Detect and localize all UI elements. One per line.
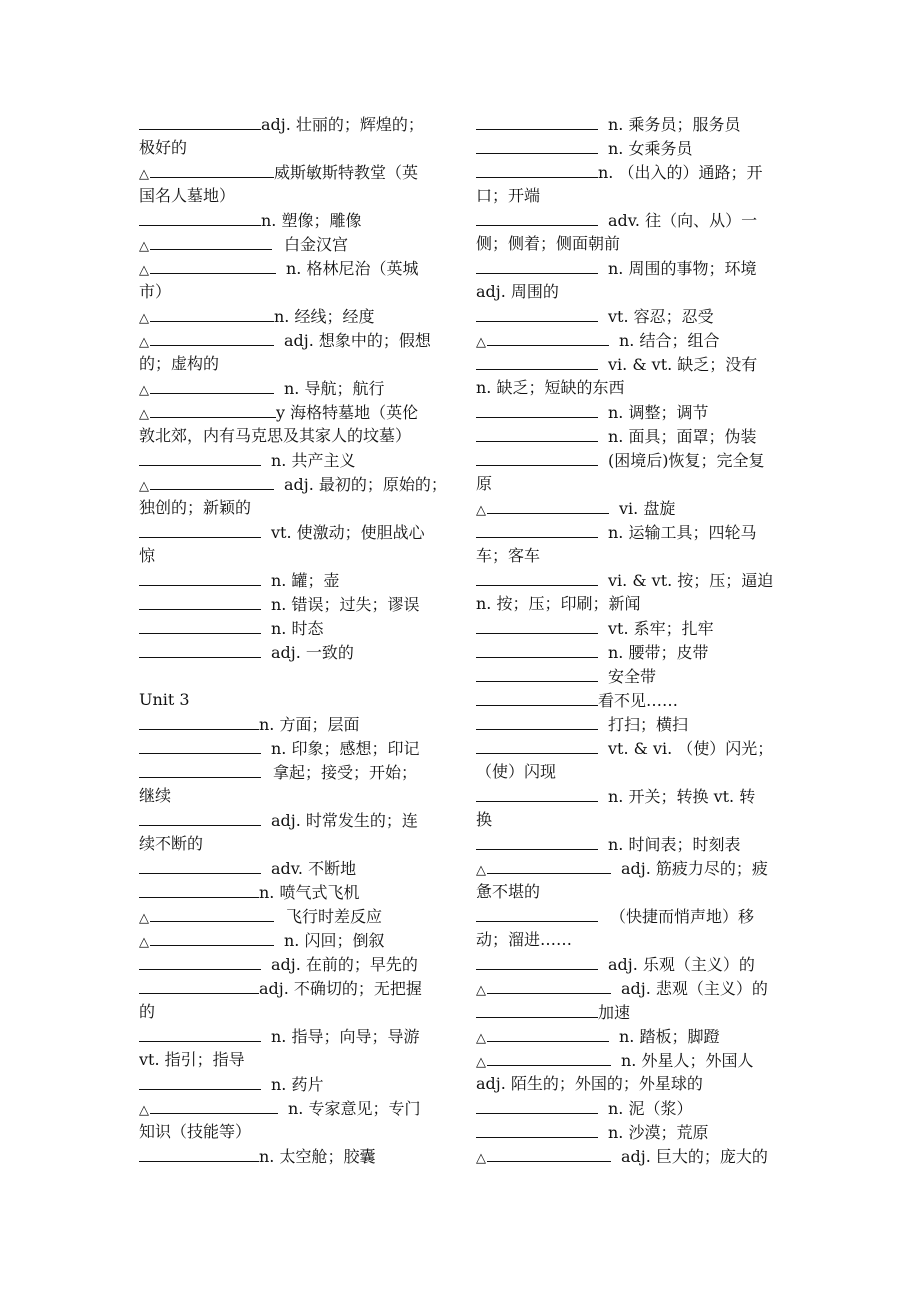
definition-text: 换 bbox=[476, 810, 493, 829]
answer-blank[interactable] bbox=[487, 328, 609, 346]
vocab-line bbox=[476, 592, 792, 616]
definition-text: n. 外星人；外国人 bbox=[621, 1051, 754, 1070]
vocab-line bbox=[476, 1096, 792, 1120]
right-column bbox=[476, 112, 792, 1168]
answer-blank[interactable] bbox=[139, 976, 259, 994]
definition-text: 续不断的 bbox=[139, 834, 204, 853]
definition-text: n. （出入的）通路；开 bbox=[598, 163, 763, 182]
vocab-line bbox=[476, 472, 792, 496]
answer-blank[interactable] bbox=[476, 664, 598, 682]
answer-blank[interactable] bbox=[476, 448, 598, 466]
answer-blank[interactable] bbox=[487, 976, 611, 994]
vocab-line bbox=[139, 112, 455, 136]
definition-text: 动；溜进…… bbox=[476, 930, 573, 949]
answer-blank[interactable] bbox=[150, 472, 274, 490]
answer-blank[interactable] bbox=[139, 1024, 261, 1042]
vocab-line bbox=[139, 256, 455, 280]
answer-blank[interactable] bbox=[150, 400, 276, 418]
vocab-line bbox=[476, 280, 792, 304]
definition-text: adv. 往（向、从）一 bbox=[608, 211, 758, 230]
vocab-line bbox=[139, 664, 455, 688]
answer-blank[interactable] bbox=[476, 712, 598, 730]
answer-blank[interactable] bbox=[139, 952, 261, 970]
definition-text: 国名人墓地） bbox=[139, 186, 236, 205]
vocab-line bbox=[139, 184, 455, 208]
triangle-mark-icon: △ bbox=[139, 311, 149, 326]
definition-text: n. 导航；航行 bbox=[284, 379, 385, 398]
triangle-mark-icon: △ bbox=[139, 1103, 149, 1118]
answer-blank[interactable] bbox=[150, 160, 274, 178]
answer-blank[interactable] bbox=[476, 832, 598, 850]
vocab-line bbox=[476, 424, 792, 448]
answer-blank[interactable] bbox=[139, 112, 261, 130]
vocab-line bbox=[476, 328, 792, 352]
vocab-line bbox=[476, 832, 792, 856]
vocab-line bbox=[139, 328, 455, 352]
vocab-line bbox=[139, 352, 455, 376]
definition-text: 加速 bbox=[598, 1003, 631, 1022]
vocab-line bbox=[139, 304, 455, 328]
definition-text: n. 乘务员；服务员 bbox=[608, 115, 741, 134]
vocab-line bbox=[476, 376, 792, 400]
answer-blank[interactable] bbox=[476, 568, 598, 586]
vocab-line bbox=[476, 544, 792, 568]
definition-text: n. 踏板；脚蹬 bbox=[619, 1027, 720, 1046]
definition-text: adj. 乐观（主义）的 bbox=[608, 955, 755, 974]
answer-blank[interactable] bbox=[476, 424, 598, 442]
vocab-line bbox=[476, 112, 792, 136]
definition-text: n. 沙漠；荒原 bbox=[608, 1123, 709, 1142]
definition-text: Unit 3 bbox=[139, 690, 190, 709]
vocab-line bbox=[139, 736, 455, 760]
answer-blank[interactable] bbox=[139, 448, 261, 466]
triangle-mark-icon: △ bbox=[139, 935, 149, 950]
definition-text: 市） bbox=[139, 282, 172, 301]
triangle-mark-icon: △ bbox=[139, 263, 149, 278]
answer-blank[interactable] bbox=[139, 856, 261, 874]
definition-text: 打扫；横扫 bbox=[608, 715, 689, 734]
answer-blank[interactable] bbox=[476, 616, 598, 634]
definition-text: n. 方面；层面 bbox=[259, 715, 360, 734]
definition-text: adj. 筋疲力尽的；疲 bbox=[621, 859, 768, 878]
vocab-line bbox=[139, 232, 455, 256]
definition-text: n. 太空舱；胶囊 bbox=[259, 1147, 376, 1166]
vocab-line bbox=[139, 1048, 455, 1072]
answer-blank[interactable] bbox=[487, 1024, 609, 1042]
vocab-line bbox=[476, 856, 792, 880]
vocab-line bbox=[476, 232, 792, 256]
definition-text: adv. 不断地 bbox=[271, 859, 357, 878]
definition-text: 口；开端 bbox=[476, 186, 541, 205]
answer-blank[interactable] bbox=[139, 808, 261, 826]
definition-text: 飞行时差反应 bbox=[286, 907, 383, 926]
answer-blank[interactable] bbox=[139, 736, 261, 754]
definition-text: n. 指导；向导；导游 bbox=[271, 1027, 420, 1046]
definition-text: 知识（技能等） bbox=[139, 1122, 252, 1141]
vocab-line bbox=[476, 976, 792, 1000]
vocab-line bbox=[139, 160, 455, 184]
definition-text: 拿起；接受；开始； bbox=[273, 763, 418, 782]
definition-text: n. 共产主义 bbox=[271, 451, 356, 470]
vocab-line bbox=[476, 1144, 792, 1168]
vocab-line bbox=[476, 256, 792, 280]
answer-blank[interactable] bbox=[139, 880, 259, 898]
definition-text: 敦北郊，内有马克思及其家人的坟墓） bbox=[139, 426, 412, 445]
vocab-line bbox=[139, 832, 455, 856]
definition-text: n. 时间表；时刻表 bbox=[608, 835, 741, 854]
answer-blank[interactable] bbox=[150, 904, 274, 922]
definition-text: adj. 陌生的；外国的；外星球的 bbox=[476, 1074, 703, 1093]
vocab-line bbox=[476, 136, 792, 160]
vocab-line bbox=[476, 952, 792, 976]
definition-text: n. 罐；壶 bbox=[271, 571, 340, 590]
vocab-line bbox=[139, 208, 455, 232]
triangle-mark-icon: △ bbox=[139, 335, 149, 350]
answer-blank[interactable] bbox=[150, 304, 274, 322]
answer-blank[interactable] bbox=[487, 496, 609, 514]
definition-text: n. 专家意见；专门 bbox=[288, 1099, 421, 1118]
definition-text: n. 喷气式飞机 bbox=[259, 883, 360, 902]
definition-text: 的；虚构的 bbox=[139, 354, 220, 373]
definition-text: n. 结合；组合 bbox=[619, 331, 720, 350]
answer-blank[interactable] bbox=[139, 616, 261, 634]
answer-blank[interactable] bbox=[139, 760, 261, 778]
vocab-line bbox=[139, 712, 455, 736]
vocab-line bbox=[476, 1000, 792, 1024]
definition-text: 的 bbox=[139, 1002, 156, 1021]
vocab-line bbox=[476, 640, 792, 664]
definition-text: n. 经线；经度 bbox=[274, 307, 375, 326]
definition-text: vt. 使激动；使胆战心 bbox=[271, 523, 425, 542]
vocab-line bbox=[139, 1144, 455, 1168]
answer-blank[interactable] bbox=[487, 856, 611, 874]
answer-blank[interactable] bbox=[150, 232, 272, 250]
definition-text: n. 腰带；皮带 bbox=[608, 643, 709, 662]
triangle-mark-icon: △ bbox=[476, 335, 486, 350]
answer-blank[interactable] bbox=[476, 904, 598, 922]
vocab-line bbox=[476, 520, 792, 544]
definition-text: n. 按；压；印刷；新闻 bbox=[476, 594, 641, 613]
answer-blank[interactable] bbox=[476, 160, 598, 178]
definition-text: n. 开关；转换 vt. 转 bbox=[608, 787, 756, 806]
definition-text: adj. 最初的；原始的； bbox=[284, 475, 447, 494]
answer-blank[interactable] bbox=[476, 112, 598, 130]
definition-text: n. 塑像；雕像 bbox=[261, 211, 362, 230]
definition-text: adj. 在前的；早先的 bbox=[271, 955, 418, 974]
vocab-line bbox=[139, 904, 455, 928]
answer-blank[interactable] bbox=[139, 1072, 261, 1090]
vocab-line bbox=[139, 616, 455, 640]
answer-blank[interactable] bbox=[476, 1000, 598, 1018]
vocab-line bbox=[139, 880, 455, 904]
vocab-line bbox=[476, 712, 792, 736]
vocab-line bbox=[139, 472, 455, 496]
answer-blank[interactable] bbox=[139, 1144, 259, 1162]
definition-text: n. 药片 bbox=[271, 1075, 324, 1094]
triangle-mark-icon: △ bbox=[139, 383, 149, 398]
vocab-line bbox=[476, 400, 792, 424]
vocab-line bbox=[139, 808, 455, 832]
definition-text: 惊 bbox=[139, 546, 156, 565]
vocab-line bbox=[139, 952, 455, 976]
definition-text: n. 缺乏；短缺的东西 bbox=[476, 378, 625, 397]
vocab-line bbox=[476, 352, 792, 376]
vocab-line bbox=[476, 1048, 792, 1072]
answer-blank[interactable] bbox=[476, 1096, 598, 1114]
definition-text: n. 面具；面罩；伪装 bbox=[608, 427, 757, 446]
vocab-line bbox=[476, 1072, 792, 1096]
answer-blank[interactable] bbox=[476, 352, 598, 370]
vocab-line bbox=[476, 664, 792, 688]
definition-text: adj. 悲观（主义）的 bbox=[621, 979, 768, 998]
answer-blank[interactable] bbox=[139, 208, 261, 226]
definition-text: adj. 时常发生的；连 bbox=[271, 811, 418, 830]
vocab-line bbox=[476, 880, 792, 904]
triangle-mark-icon: △ bbox=[476, 983, 486, 998]
definition-text: adj. 周围的 bbox=[476, 282, 559, 301]
triangle-mark-icon: △ bbox=[139, 239, 149, 254]
triangle-mark-icon: △ bbox=[476, 503, 486, 518]
definition-text: n. 周围的事物；环境 bbox=[608, 259, 757, 278]
vocab-line bbox=[139, 520, 455, 544]
definition-text: 车；客车 bbox=[476, 546, 541, 565]
vocab-line bbox=[139, 688, 455, 712]
answer-blank[interactable] bbox=[476, 784, 598, 802]
vocab-line bbox=[139, 640, 455, 664]
vocab-line bbox=[476, 448, 792, 472]
vocab-line bbox=[476, 496, 792, 520]
definition-text: (困境后)恢复；完全复 bbox=[608, 451, 765, 470]
definition-text: 独创的；新颖的 bbox=[139, 498, 252, 517]
definition-text: n. 格林尼治（英城 bbox=[286, 259, 419, 278]
vocab-line bbox=[476, 616, 792, 640]
vocab-line bbox=[139, 1096, 455, 1120]
definition-text: 看不见…… bbox=[598, 691, 679, 710]
triangle-mark-icon: △ bbox=[476, 1031, 486, 1046]
vocab-line bbox=[139, 280, 455, 304]
definition-text: n. 泥（浆） bbox=[608, 1099, 693, 1118]
answer-blank[interactable] bbox=[487, 1144, 611, 1162]
vocab-line bbox=[139, 592, 455, 616]
answer-blank[interactable] bbox=[476, 1120, 598, 1138]
answer-blank[interactable] bbox=[476, 688, 598, 706]
triangle-mark-icon: △ bbox=[476, 863, 486, 878]
definition-text: n. 运输工具；四轮马 bbox=[608, 523, 757, 542]
vocab-line bbox=[476, 808, 792, 832]
definition-text: n. 女乘务员 bbox=[608, 139, 693, 158]
definition-text: （使）闪现 bbox=[476, 762, 557, 781]
answer-blank[interactable] bbox=[139, 592, 261, 610]
vocab-line bbox=[476, 760, 792, 784]
definition-text: adj. 不确切的；无把握 bbox=[259, 979, 422, 998]
answer-blank[interactable] bbox=[139, 640, 261, 658]
vocab-line bbox=[139, 1024, 455, 1048]
definition-text: n. 时态 bbox=[271, 619, 324, 638]
definition-text: vt. 系牢；扎牢 bbox=[608, 619, 714, 638]
vocab-line bbox=[139, 1120, 455, 1144]
answer-blank[interactable] bbox=[476, 736, 598, 754]
triangle-mark-icon: △ bbox=[139, 167, 149, 182]
vocab-line bbox=[139, 1000, 455, 1024]
vocab-line bbox=[139, 376, 455, 400]
definition-text: 继续 bbox=[139, 786, 172, 805]
vocab-line bbox=[476, 904, 792, 928]
vocab-line bbox=[476, 184, 792, 208]
triangle-mark-icon: △ bbox=[139, 911, 149, 926]
vocab-line bbox=[139, 1072, 455, 1096]
vocab-line bbox=[139, 784, 455, 808]
answer-blank[interactable] bbox=[476, 952, 598, 970]
triangle-mark-icon: △ bbox=[139, 479, 149, 494]
vocab-line bbox=[476, 208, 792, 232]
definition-text: adj. 一致的 bbox=[271, 643, 354, 662]
answer-blank[interactable] bbox=[150, 1096, 278, 1114]
definition-text: 惫不堪的 bbox=[476, 882, 541, 901]
definition-text: n. 闪回；倒叙 bbox=[284, 931, 385, 950]
definition-text: vi. & vt. 按；压；逼迫 bbox=[608, 571, 774, 590]
definition-text: 原 bbox=[476, 474, 493, 493]
triangle-mark-icon: △ bbox=[476, 1151, 486, 1166]
definition-text: adj. 巨大的；庞大的 bbox=[621, 1147, 768, 1166]
definition-text: adj. 想象中的；假想 bbox=[284, 331, 431, 350]
answer-blank[interactable] bbox=[150, 928, 274, 946]
vocab-line bbox=[476, 568, 792, 592]
vocab-line bbox=[476, 784, 792, 808]
definition-text: adj. 壮丽的；辉煌的； bbox=[261, 115, 424, 134]
answer-blank[interactable] bbox=[139, 520, 261, 538]
definition-text: n. 印象；感想；印记 bbox=[271, 739, 420, 758]
vocab-line bbox=[139, 496, 455, 520]
definition-text: n. 错误；过失；谬误 bbox=[271, 595, 420, 614]
answer-blank[interactable] bbox=[150, 328, 274, 346]
answer-blank[interactable] bbox=[476, 520, 598, 538]
answer-blank[interactable] bbox=[476, 136, 598, 154]
answer-blank[interactable] bbox=[476, 256, 598, 274]
vocab-line bbox=[139, 976, 455, 1000]
answer-blank[interactable] bbox=[487, 1048, 611, 1066]
left-column bbox=[139, 112, 455, 1168]
definition-text: vi. & vt. 缺乏；没有 bbox=[608, 355, 758, 374]
definition-text: y 海格特墓地（英伦 bbox=[276, 403, 419, 422]
vocab-line bbox=[139, 928, 455, 952]
vocab-line bbox=[139, 136, 455, 160]
vocab-line bbox=[476, 160, 792, 184]
definition-text: vt. 指引；指导 bbox=[139, 1050, 245, 1069]
definition-text: 侧；侧着；侧面朝前 bbox=[476, 234, 621, 253]
vocab-line bbox=[476, 736, 792, 760]
answer-blank[interactable] bbox=[150, 256, 276, 274]
vocab-line bbox=[139, 544, 455, 568]
answer-blank[interactable] bbox=[150, 376, 274, 394]
definition-text: vi. 盘旋 bbox=[619, 499, 676, 518]
vocab-line bbox=[139, 568, 455, 592]
answer-blank[interactable] bbox=[476, 640, 598, 658]
definition-text: 白金汉宫 bbox=[284, 235, 349, 254]
vocab-line bbox=[476, 1120, 792, 1144]
triangle-mark-icon: △ bbox=[476, 1055, 486, 1070]
definition-text: n. 调整；调节 bbox=[608, 403, 709, 422]
answer-blank[interactable] bbox=[139, 712, 259, 730]
vocab-line bbox=[139, 400, 455, 424]
definition-text: vt. & vi. （使）闪光； bbox=[608, 739, 774, 758]
answer-blank[interactable] bbox=[476, 208, 598, 226]
vocab-line bbox=[476, 304, 792, 328]
definition-text: （快捷而悄声地）移 bbox=[610, 907, 755, 926]
vocab-line bbox=[139, 856, 455, 880]
vocab-line bbox=[139, 448, 455, 472]
vocab-line bbox=[476, 688, 792, 712]
definition-text: 极好的 bbox=[139, 138, 188, 157]
definition-text: 安全带 bbox=[608, 667, 657, 686]
definition-text: vt. 容忍；忍受 bbox=[608, 307, 714, 326]
answer-blank[interactable] bbox=[476, 304, 598, 322]
answer-blank[interactable] bbox=[476, 400, 598, 418]
answer-blank[interactable] bbox=[139, 568, 261, 586]
vocab-line bbox=[476, 1024, 792, 1048]
vocab-line bbox=[139, 760, 455, 784]
vocab-line bbox=[139, 424, 455, 448]
triangle-mark-icon: △ bbox=[139, 407, 149, 422]
vocab-line bbox=[476, 928, 792, 952]
definition-text: 威斯敏斯特教堂（英 bbox=[274, 163, 419, 182]
